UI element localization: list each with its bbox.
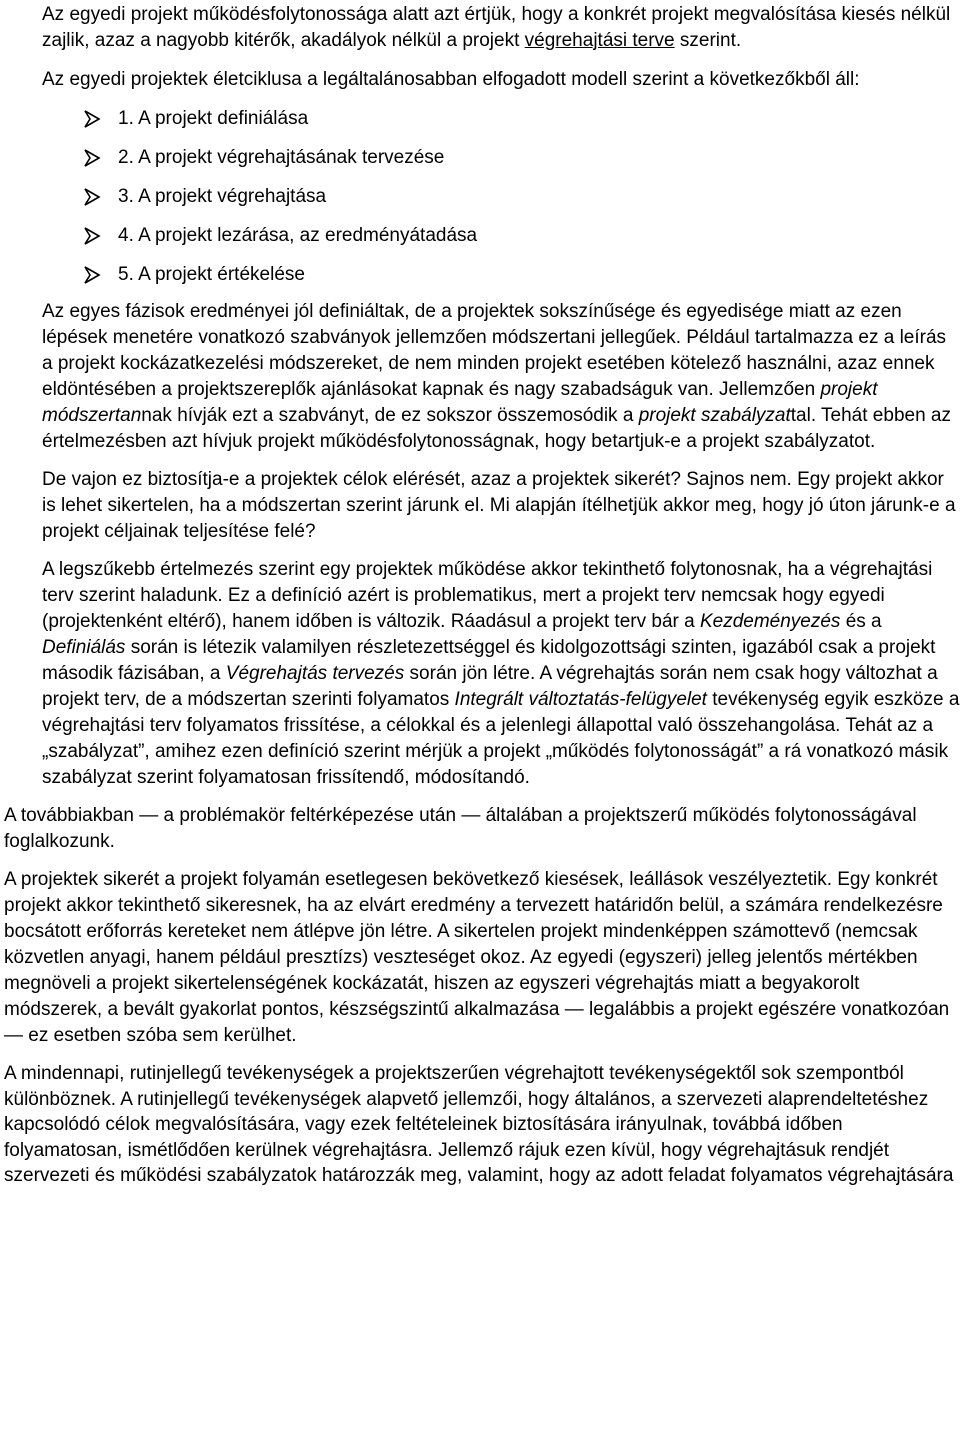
- underlined-term: végrehajtási terve: [524, 30, 675, 51]
- lifecycle-steps-list: [42, 106, 960, 288]
- italic-term: Integrált változtatás-felügyelet: [454, 689, 707, 710]
- list-item: [42, 145, 960, 171]
- arrowhead-bullet-icon: [82, 265, 102, 285]
- list-item: [42, 262, 960, 288]
- intro-paragraph: [42, 2, 960, 54]
- list-item: [42, 223, 960, 249]
- list-item-label: 3. A projekt végrehajtása: [118, 186, 327, 207]
- list-item: [42, 184, 960, 210]
- list-item-label: 5. A projekt értékelése: [118, 264, 305, 285]
- lifecycle-intro-paragraph: Az egyedi projektek életciklusa a legáltalánosabban elfogadott modell szerint a következőkből áll:: [42, 69, 860, 90]
- risk-paragraph: A projektek sikerét a projekt folyamán esetlegesen bekövetkező kiesések, leállások veszélyeztetik. Egy konkrét projekt akkor tekinthető sikeresnek, ha az elvárt eredmény a tervezett határidőn belül, a számára rendelkezésre bocsátott erőforrás kereteket nem átlépve jön létre. A sikertelen projekt mindenképpen számottevő (nemcsak közvetlen anyagi, hanem például presztízs) veszteséget okoz. Az egyedi (egyszeri) jelleg jelentős mértékben megnöveli a projekt sikertelenségének kockázatát, hiszen az egyszeri végrehajtás miatt a begyakorolt módszerek, a bevált gyakorlat pontos, készségszintű alkalmazása — legalábbis a projekt egészére vonatkozóan — ez esetben szóba sem kerülhet.: [4, 869, 950, 1046]
- list-item: [42, 106, 960, 132]
- list-item-label: 2. A projekt végrehajtásának tervezése: [118, 147, 445, 168]
- arrowhead-bullet-icon: [82, 226, 102, 246]
- italic-term: projekt módszertan: [42, 379, 878, 426]
- paragraph-text: tevékenység egyik eszköze a végrehajtási terv folyamatos frissítése, a célokkal és a jelenlegi állapottal való összehangolása. Tehát az a „szabályzat”, amihez ezen definíció szerint mérjük a projekt „működés folytonosságát” a rá vonatkozó másik szabályzat szerint folyamatosan frissítendő, módosítandó.: [42, 689, 960, 788]
- paragraph-text: során is létezik valamilyen részletezettséggel és kidolgozottsági szinten, igazából csak a projekt második fázisában, a: [42, 637, 936, 684]
- paragraph-text: tal. Tehát ebben az értelmezésben azt hívjuk projekt működésfolytonosságnak, hogy betartjuk-e a projekt szabályzatot.: [42, 405, 951, 452]
- scope-paragraph: A továbbiakban — a problémakör feltérképezése után — általában a projektszerű működés folytonosságával foglalkozunk.: [4, 805, 917, 852]
- intro-text: Az egyedi projekt működésfolytonossága alatt azt értjük, hogy a konkrét projekt megvalósítása kiesés nélkül zajlik, azaz a nagyobb kitérők, akadályok nélkül a projekt: [42, 4, 951, 51]
- routine-activities-paragraph: A mindennapi, rutinjellegű tevékenységek a projektszerűen végrehajtott tevékenységektől sok szempontból különböznek. A rutinjellegű tevékenységek alapvető jellemzői, hogy általános, a szervezeti alaprendeltetéshez kapcsolódó célok megvalósítására, vagy ezek feltételeinek biztosítására irányulnak, továbbá időben folyamatosan, ismétlődően kerülnek végrehajtásra. Jellemző rájuk ezen kívül, hogy végrehajtásuk rendjét szervezeti és működési szabályzatok határozzák meg, valamint, hogy az adott feladat folyamatos végrehajtására: [4, 1063, 954, 1186]
- italic-term: projekt szabályzat: [638, 405, 791, 426]
- list-item-label: 1. A projekt definiálása: [118, 108, 309, 129]
- arrowhead-bullet-icon: [82, 148, 102, 168]
- arrowhead-bullet-icon: [82, 187, 102, 207]
- italic-term: Végrehajtás tervezés: [225, 663, 405, 684]
- paragraph-text: Az egyes fázisok eredményei jól definiáltak, de a projektek sokszínűsége és egyedisége miatt az ezen lépések menetére vonatkozó szabványok jellemzően módszertani jellegűek. Például tartalmazza ez a leírás a projekt kockázatkezelési módszereket, de nem minden projekt esetében kötelező használni, azaz ennek eldöntésében a projektszereplők ajánlásokat kapnak és nagy szabadságuk van. Jellemzően: [42, 301, 947, 400]
- success-question-paragraph: De vajon ez biztosítja-e a projektek célok elérését, azaz a projektek sikerét? Sajnos nem. Egy projekt akkor is lehet sikertelen, ha a módszertan szerint járunk el. Mi alapján ítélhetjük akkor meg, hogy jó úton járunk-e a projekt céljainak teljesítése felé?: [42, 469, 956, 542]
- phases-paragraph: [42, 299, 960, 455]
- list-item-label: 4. A projekt lezárása, az eredményátadása: [118, 225, 478, 246]
- paragraph-text: során jön létre. A végrehajtás során nem csak hogy változhat a projekt terv, de a módszertan szerinti folyamatos: [42, 663, 938, 710]
- paragraph-text: nak hívják ezt a szabványt, de ez sokszor összemosódik a: [141, 405, 639, 426]
- paragraph-text: A legszűkebb értelmezés szerint egy projektek működése akkor tekinthető folytonosnak, ha a végrehajtási terv szerint haladunk. Ez a definíció azért is problematikus, mert a projekt terv nemcsak hogy egyedi (projektenként eltérő), hanem időben is változik. Ráadásul a projekt terv bár a: [42, 559, 933, 632]
- definition-paragraph: [42, 557, 960, 791]
- arrowhead-bullet-icon: [82, 109, 102, 129]
- intro-text-end: szerint.: [674, 30, 742, 51]
- paragraph-text: és a: [840, 611, 882, 632]
- italic-term: Definiálás: [42, 637, 126, 658]
- italic-term: Kezdeményezés: [699, 611, 841, 632]
